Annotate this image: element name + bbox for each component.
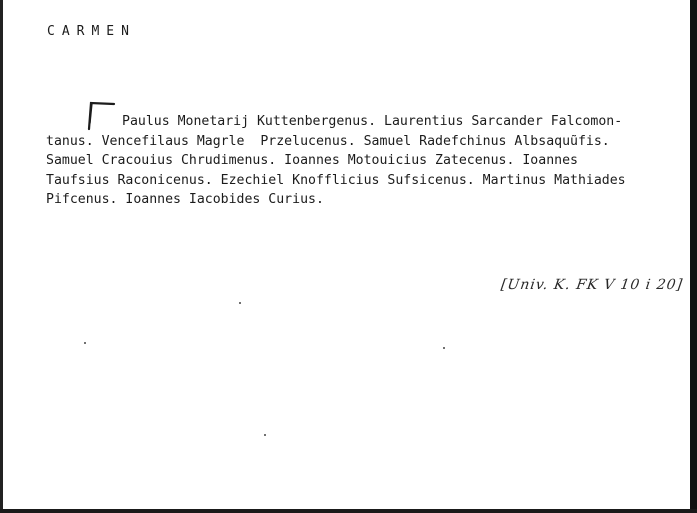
handwritten-shelfmark: [Univ. K. FK V 10 i 20] — [499, 277, 685, 293]
scan-edge-bottom — [0, 509, 697, 513]
scan-speck — [264, 434, 266, 436]
text-line-1: Paulus Monetarij Kuttenbergenus. Laurentius Sarcander Falcomon- — [122, 114, 623, 129]
scan-speck — [443, 347, 445, 349]
text-line-4: Taufsius Raconicenus. Ezechiel Knofflicius Sufsicenus. Martinus Mathiades — [46, 172, 626, 188]
card-heading: CARMEN — [47, 24, 136, 39]
scan-speck — [239, 302, 241, 304]
scan-edge-left — [0, 0, 3, 513]
scan-edge-right — [690, 0, 697, 513]
text-line-5: Pifcenus. Ioannes Iacobides Curius. — [46, 192, 324, 207]
scan-speck — [84, 342, 86, 344]
text-line-2: tanus. Vencefilaus Magrle Przelucenus. Samuel Radefchinus Albsaquũfis. — [46, 133, 610, 149]
text-line-3: Samuel Cracouius Chrudimenus. Ioannes Motouicius Zatecenus. Ioannes — [46, 153, 578, 168]
card-body-text — [46, 112, 686, 210]
